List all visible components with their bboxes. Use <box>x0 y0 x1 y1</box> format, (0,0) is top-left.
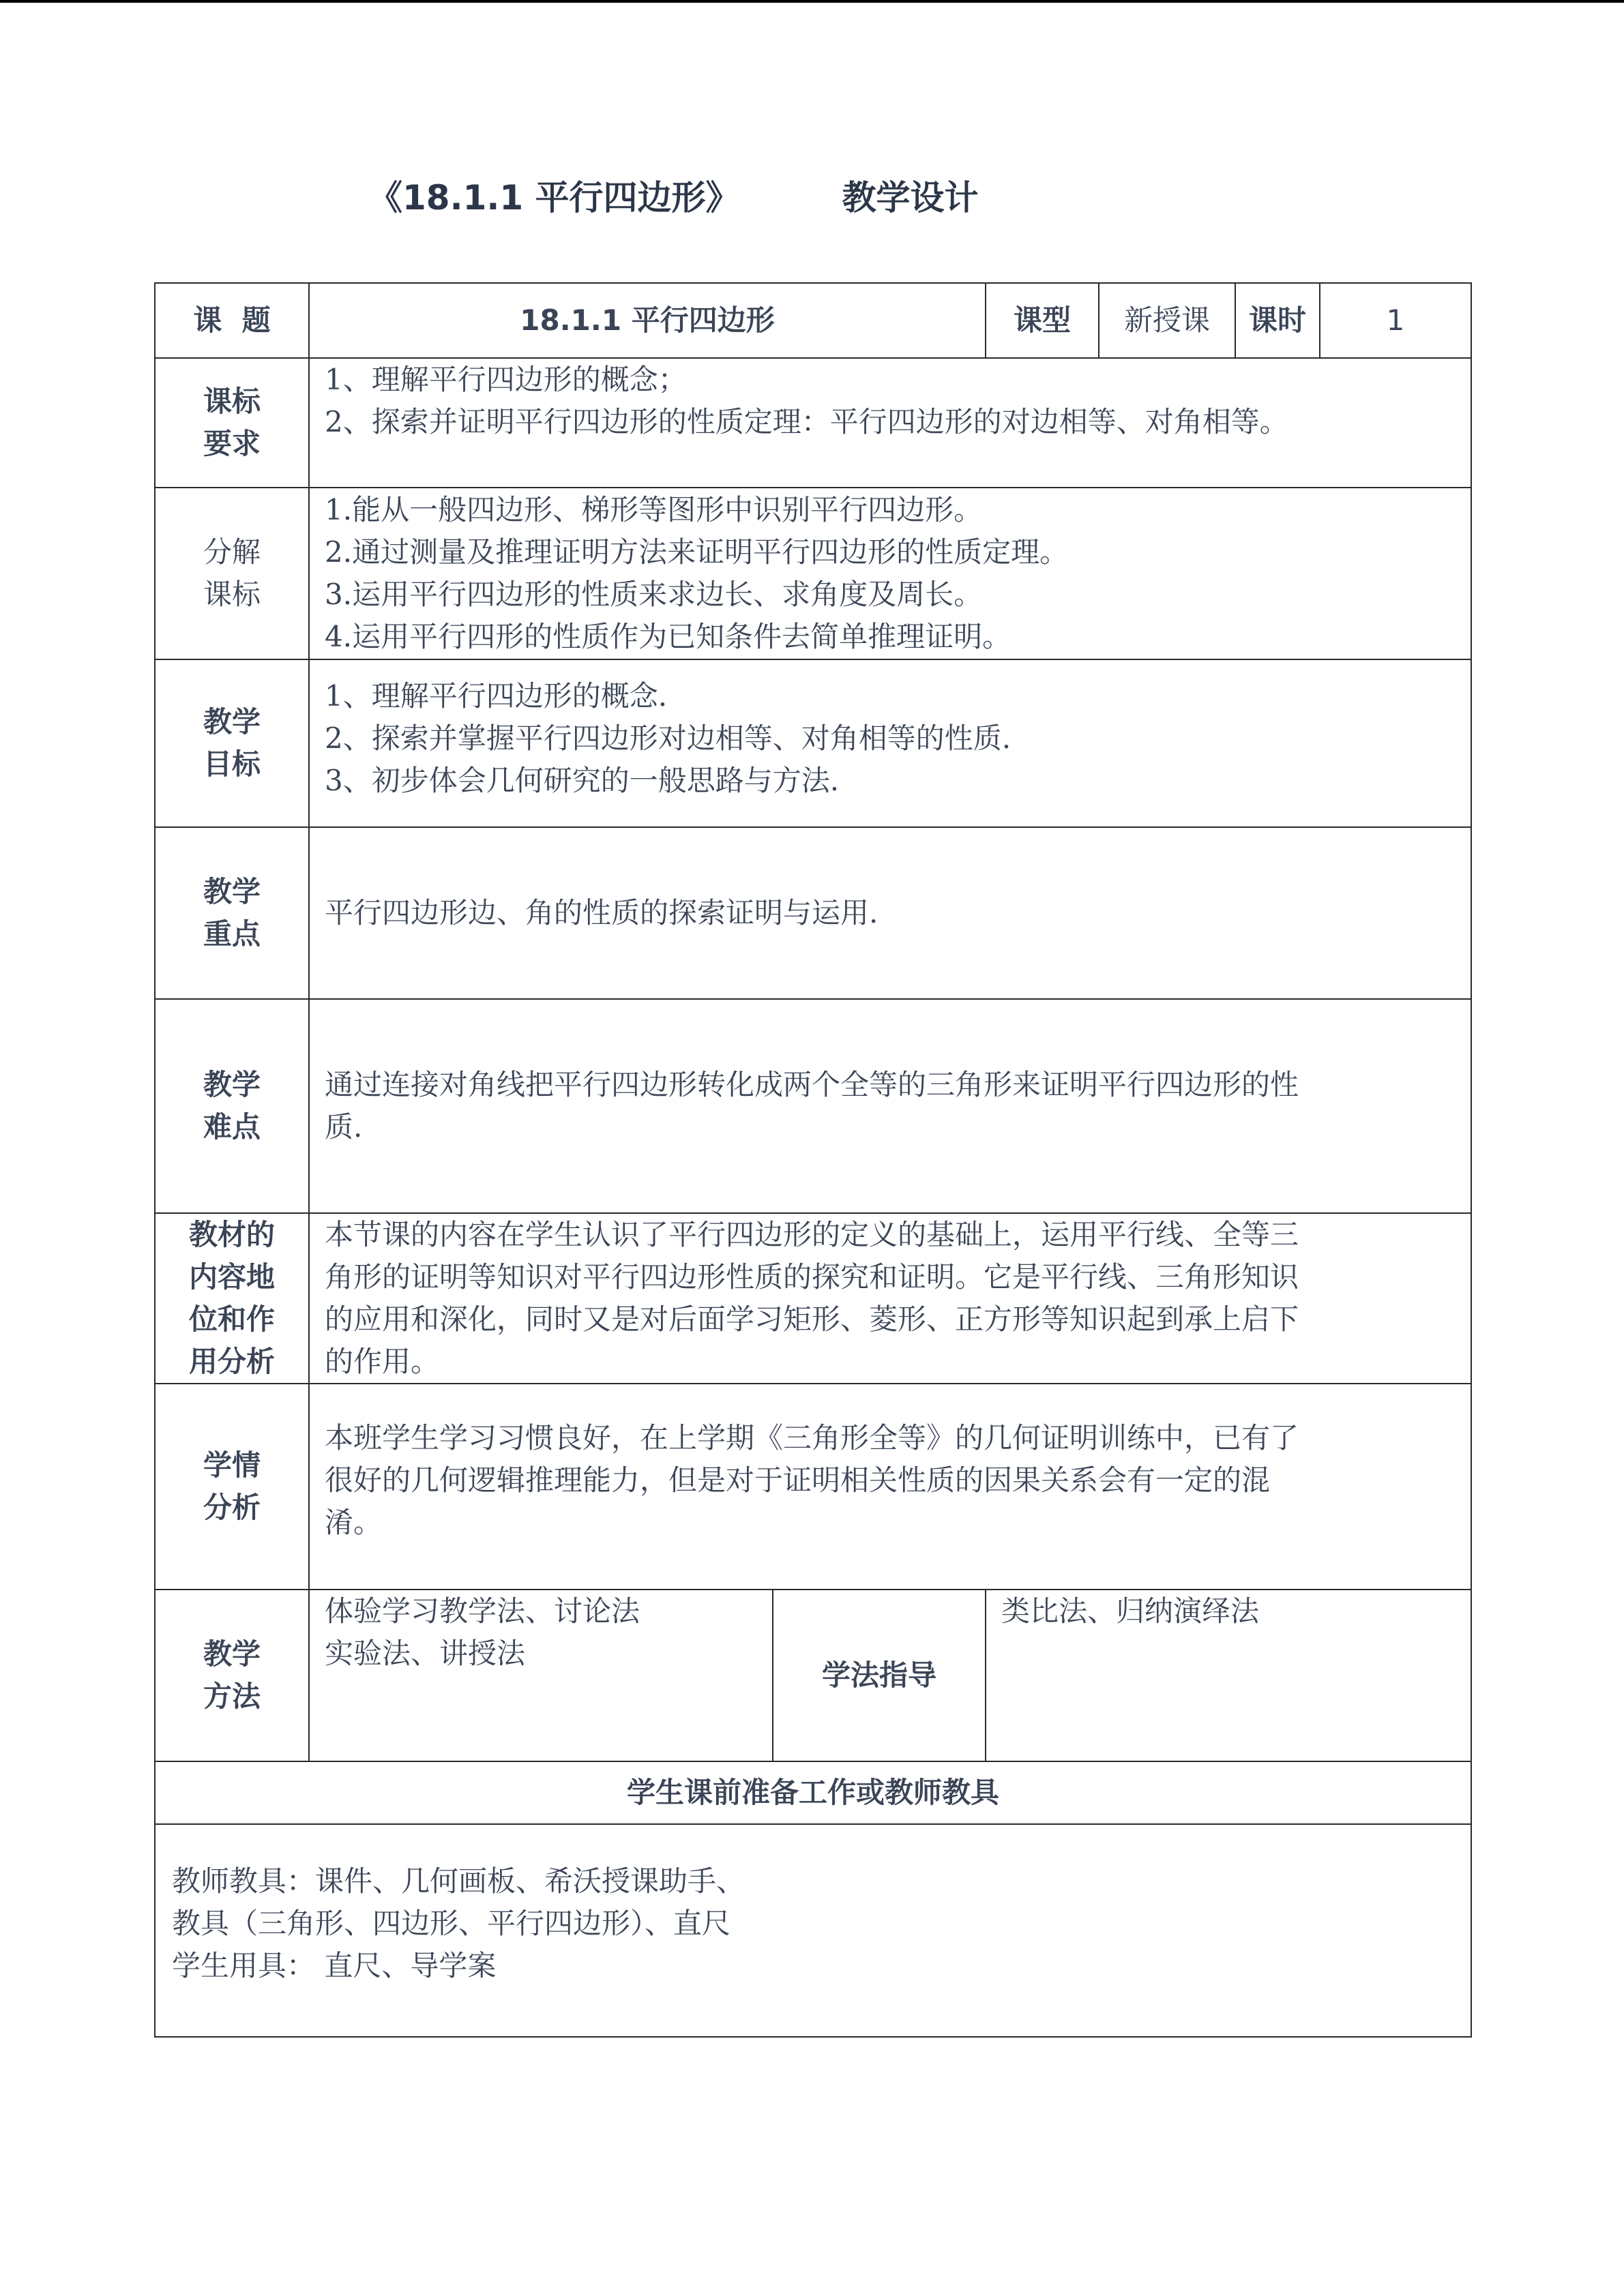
row-student-analysis <box>155 1384 1471 1590</box>
study-guide-content: 类比法、归纳演绎法 <box>986 1590 1471 1761</box>
teaching-methods-label: 教学 方法 <box>155 1590 309 1761</box>
page-title <box>368 174 1391 222</box>
type-value: 新授课 <box>1099 283 1235 358</box>
topic-label: 课 题 <box>155 283 309 358</box>
row-teaching-methods <box>155 1590 1471 1761</box>
teaching-objectives-content: 1、理解平行四边形的概念. 2、探索并掌握平行四边形对边相等、对角相等的性质. 3、初步体会几何研究的一般思路与方法. <box>309 659 1471 827</box>
teaching-objectives-label: 教学 目标 <box>155 659 309 827</box>
difficulties-content: 通过连接对角线把平行四边形转化成两个全等的三角形来证明平行四边形的性 质. <box>309 999 1471 1213</box>
study-guide-label: 学法指导 <box>773 1590 986 1761</box>
preparation-header: 学生课前准备工作或教师教具 <box>155 1761 1471 1824</box>
header-row <box>155 283 1471 358</box>
row-curriculum-requirements <box>155 358 1471 488</box>
student-analysis-content: 本班学生学习习惯良好，在上学期《三角形全等》的几何证明训练中，已有了 很好的几何逻辑推理能力，但是对于证明相关性质的因果关系会有一定的混 淆。 <box>309 1384 1471 1590</box>
row-preparation-header <box>155 1761 1471 1824</box>
curriculum-requirements-label: 课标 要求 <box>155 358 309 488</box>
preparation-content: 教师教具：课件、几何画板、希沃授课助手、 教具（三角形、四边形、平行四边形）、直尺 学生用具： 直尺、导学案 <box>155 1824 1471 2037</box>
topic-value: 18.1.1 平行四边形 <box>309 283 986 358</box>
student-analysis-label: 学情 分析 <box>155 1384 309 1590</box>
hours-value: 1 <box>1320 283 1471 358</box>
difficulties-label: 教学 难点 <box>155 999 309 1213</box>
curriculum-requirements-content: 1、理解平行四边形的概念； 2、探索并证明平行四边形的性质定理：平行四边形的对边相等、对角相等。 <box>309 358 1471 488</box>
hours-label: 课时 <box>1235 283 1320 358</box>
row-key-points <box>155 827 1471 999</box>
title-lesson: 《18.1.1 平行四边形》 <box>368 178 740 218</box>
lesson-plan-table <box>154 282 1472 2038</box>
title-design: 教学设计 <box>842 178 979 218</box>
type-label: 课型 <box>986 283 1099 358</box>
textbook-analysis-content: 本节课的内容在学生认识了平行四边形的定义的基础上，运用平行线、全等三 角形的证明等知识对平行四边形性质的探究和证明。它是平行线、三角形知识 的应用和深化，同时又是对后面学习矩形、菱形、正方形等知识起到承上启下 的作用。 <box>309 1213 1471 1384</box>
key-points-content: 平行四边形边、角的性质的探索证明与运用. <box>309 827 1471 999</box>
row-difficulties <box>155 999 1471 1213</box>
row-textbook-analysis <box>155 1213 1471 1384</box>
row-teaching-objectives <box>155 659 1471 827</box>
teaching-methods-content: 体验学习教学法、讨论法 实验法、讲授法 <box>309 1590 773 1761</box>
row-preparation-content <box>155 1824 1471 2037</box>
textbook-analysis-label: 教材的 内容地 位和作 用分析 <box>155 1213 309 1384</box>
decomposed-standards-content: 1.能从一般四边形、梯形等图形中识别平行四边形。 2.通过测量及推理证明方法来证明平行四边形的性质定理。 3.运用平行四边形的性质来求边长、求角度及周长。 4.运用平行四形的性质作为已知条件去简单推理证明。 <box>309 488 1471 659</box>
page-top-border <box>0 0 1624 3</box>
key-points-label: 教学 重点 <box>155 827 309 999</box>
decomposed-standards-label: 分解 课标 <box>155 488 309 659</box>
row-decomposed-standards <box>155 488 1471 659</box>
